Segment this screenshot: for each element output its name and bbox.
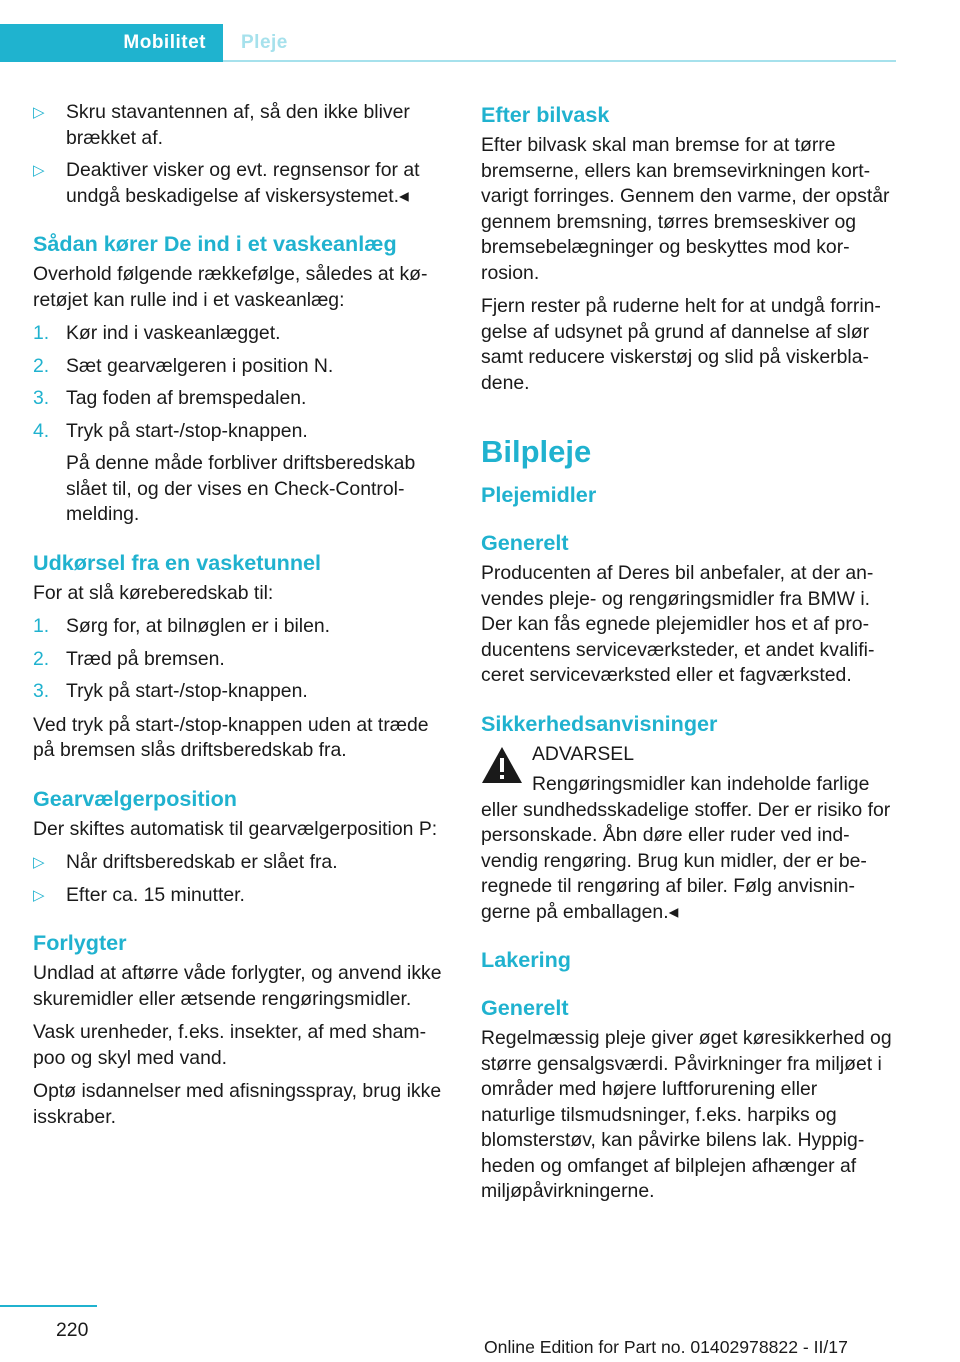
section-title-general: Generelt (481, 995, 569, 1020)
paragraph: Fjern rester på ruderne helt for at undgå forringelse af udsynet på grund af dannelse af slør samt reducere viskerstøj og slid på viskerbladene. (481, 295, 881, 394)
car-wash-entry-steps (33, 321, 445, 528)
tab-divider-line (223, 60, 896, 62)
right-column (481, 100, 897, 1213)
list-item: ▷ Deaktiver visker og evt. regnsensor for at undgå beskadigelse af viskersystemet.◂ (33, 159, 420, 207)
section-title-general: Generelt (481, 530, 569, 555)
step-item: 1. Sørg for, at bilnøglen er i bilen. (33, 615, 331, 637)
paragraph: Optø isdannelser med afisningsspray, brug ikke isskraber. (33, 1080, 442, 1128)
heading-care-products: Plejemidler (481, 482, 597, 507)
step-item: 2. Sæt gearvælgeren i position N. (33, 354, 334, 377)
step-item: 4. Tryk på start-/stop-knappen. På denne måde forbliver driftsberedskab slået til, og der vises en Check-Control-melding. (33, 419, 445, 528)
bullet-triangle-icon: ▷ (33, 162, 45, 179)
chapter-title-car-care: Bilpleje (481, 434, 592, 469)
edition-note: Online Edition for Part no. 01402978822 - II/17 (484, 1337, 848, 1357)
tab-pleje[interactable]: Pleje (241, 32, 288, 53)
paragraph: Overhold følgende rækkefølge, således at køretøjet kan rulle ind i et vaskeanlæg: (33, 263, 428, 311)
paragraph: Producenten af Deres bil anbefaler, at der anvendes pleje- og rengøringsmidler fra BMW i. Der kan fås egnede plejemidler hos et af producentens serviceværksteder, et andet kvalificeret serviceværksted eller et fagværksted. (481, 562, 875, 686)
footer-divider (0, 1305, 97, 1307)
bullet-triangle-icon: ▷ (33, 104, 45, 121)
antenna-wiper-list (33, 100, 445, 209)
paragraph: Der skiftes automatisk til gearvælgerposition P: (33, 817, 438, 840)
warning-box (481, 742, 897, 926)
list-item: ▷ Skru stavantennen af, så den ikke bliver brækket af. (33, 101, 410, 149)
list-item: ▷ Når driftsberedskab er slået fra. (33, 850, 445, 876)
car-wash-exit-steps (33, 614, 445, 705)
chapter-tabs (0, 24, 896, 62)
step-note: På denne måde forbliver driftsberedskab slået til, og der vises en Check-Control-melding. (66, 452, 416, 525)
gear-position-list (33, 850, 445, 908)
section-title-gear-position: Gearvælgerposition (33, 785, 237, 811)
page-number: 220 (56, 1319, 89, 1341)
list-item: ▷ Efter ca. 15 minutter. (33, 883, 445, 909)
step-item: 2. Træd på bremsen. (33, 647, 225, 670)
step-item: 1. Kør ind i vaskeanlægget. (33, 322, 281, 344)
heading-paintwork: Lakering (481, 947, 572, 972)
paragraph: Undlad at aftørre våde forlygter, og anvend ikke skuremidler eller ætsende rengøringsmidler. (33, 962, 442, 1010)
paragraph: Regelmæssig pleje giver øget køresikkerhed og større gensalgsværdi. Påvirkninger fra miljøet i områder med højere luftforurening eller naturlige tilsmudsninger, f.eks. harpiks og blomsterstøv, kan påvirke bilens lak. Hyppigheden og omfanget af bilplejen afhænger af miljøpåvirkningerne. (481, 1027, 892, 1202)
left-column (33, 100, 445, 1138)
section-title-car-wash-entry: Sådan kører De ind i et vaskeanlæg (33, 231, 397, 256)
section-title-safety-notes: Sikkerhedsanvisninger (481, 710, 718, 736)
paragraph: Vask urenheder, f.eks. insekter, af med shampoo og skyl med vand. (33, 1021, 427, 1069)
paragraph: Ved tryk på start-/stop-knappen uden at træde på bremsen slås driftsberedskab fra. (33, 713, 429, 761)
warning-triangle-icon (481, 746, 523, 784)
bullet-triangle-icon: ▷ (33, 886, 45, 904)
warning-title: ADVARSEL (532, 742, 635, 765)
paragraph: Efter bilvask skal man bremse for at tørre bremserne, ellers kan bremsevirkningen kortvarigt forringes. Gennem den varme, der opstår gennem bremsning, tørres bremseskiver og bremsebelægninger og beskyttes mod korrosion. (481, 134, 890, 284)
step-item: 3. Tag foden af bremspedalen. (33, 387, 307, 409)
warning-text: Rengøringsmidler kan indeholde farlige eller sundhedsskadelige stoffer. Der er risiko for personskade. Åbn døre eller ruder ved indvendig rengøring. Brug kun midler, der er beregnede til rengøring af biler. Følg anvisningerne på emballagen.◂ (481, 773, 891, 923)
paragraph: For at slå køreberedskab til: (33, 581, 274, 604)
section-title-car-wash-exit: Udkørsel fra en vasketunnel (33, 549, 322, 575)
step-item: 3. Tryk på start-/stop-knappen. (33, 680, 308, 702)
bullet-triangle-icon: ▷ (33, 854, 45, 871)
section-title-headlights: Forlygter (33, 930, 127, 955)
section-title-after-wash: Efter bilvask (481, 102, 610, 127)
tab-mobilitet[interactable]: Mobilitet (0, 24, 223, 62)
